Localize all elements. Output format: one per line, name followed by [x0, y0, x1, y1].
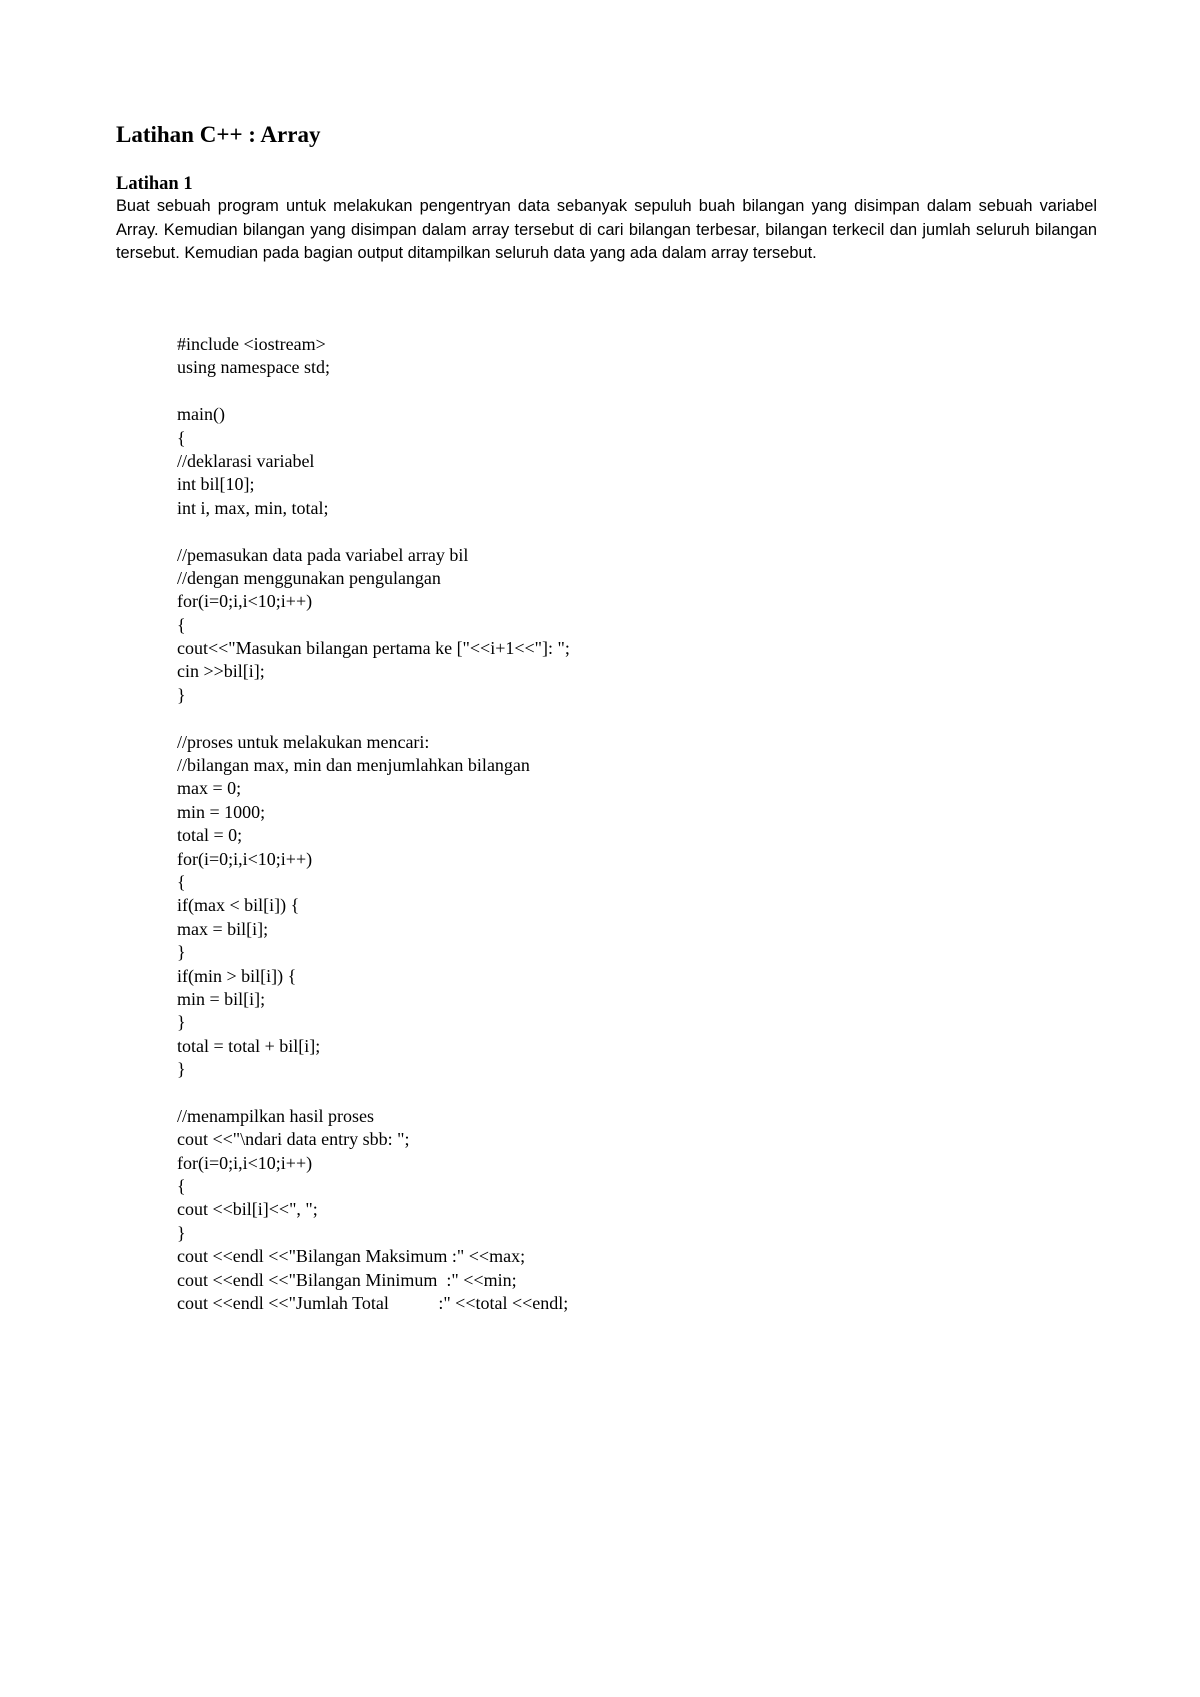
- section-heading: Latihan 1: [116, 174, 193, 194]
- code-line: cout<<"Masukan bilangan pertama ke ["<<i+1<<"]: ";: [177, 638, 570, 659]
- code-blank-line: [177, 520, 1077, 543]
- code-line: {: [177, 1176, 186, 1197]
- code-line: {: [177, 871, 186, 892]
- code-line: if(max < bil[i]) {: [177, 895, 300, 916]
- code-line: for(i=0;i,i<10;i++): [177, 591, 313, 612]
- code-line: main(): [177, 404, 225, 425]
- code-line: //dengan menggunakan pengulangan: [177, 567, 441, 588]
- code-line: //proses untuk melakukan mencari:: [177, 731, 430, 752]
- code-line: }: [177, 1059, 186, 1080]
- code-line: }: [177, 684, 186, 705]
- code-line: using namespace std;: [177, 357, 330, 378]
- code-blank-line: [177, 707, 1077, 730]
- code-line: }: [177, 1222, 186, 1243]
- code-line: int bil[10];: [177, 474, 255, 495]
- code-line: total = total + bil[i];: [177, 1035, 321, 1056]
- code-line: {: [177, 427, 186, 448]
- code-line: min = 1000;: [177, 801, 266, 822]
- code-line: max = bil[i];: [177, 918, 269, 939]
- code-line: cin >>bil[i];: [177, 661, 265, 682]
- code-line: min = bil[i];: [177, 988, 266, 1009]
- code-listing: [177, 333, 1077, 1315]
- code-blank-line: [177, 1082, 1077, 1105]
- code-line: //bilangan max, min dan menjumlahkan bilangan: [177, 755, 530, 776]
- code-line: total = 0;: [177, 825, 243, 846]
- code-line: //deklarasi variabel: [177, 450, 315, 471]
- code-line: }: [177, 942, 186, 963]
- exercise-description: Buat sebuah program untuk melakukan pengentryan data sebanyak sepuluh buah bilangan yang disimpan dalam sebuah variabel Array. Kemudian bilangan yang disimpan dalam array tersebut di cari bilangan terbesar, bilangan terkecil dan jumlah seluruh bilangan tersebut. Kemudian pada bagian output ditampilkan seluruh data yang ada dalam array tersebut.: [116, 197, 1097, 262]
- code-line: }: [177, 1012, 186, 1033]
- code-line: for(i=0;i,i<10;i++): [177, 848, 313, 869]
- code-line: if(min > bil[i]) {: [177, 965, 297, 986]
- document-title: Latihan C++ : Array: [116, 122, 321, 147]
- code-blank-line: [177, 380, 1077, 403]
- code-line: cout <<endl <<"Jumlah Total :" <<total <<endl;: [177, 1293, 569, 1314]
- code-line: cout <<bil[i]<<", ";: [177, 1199, 318, 1220]
- code-line: max = 0;: [177, 778, 242, 799]
- code-line: cout <<endl <<"Bilangan Maksimum :" <<max;: [177, 1246, 526, 1267]
- code-line: //pemasukan data pada variabel array bil: [177, 544, 469, 565]
- code-line: //menampilkan hasil proses: [177, 1105, 374, 1126]
- code-line: cout <<endl <<"Bilangan Minimum :" <<min;: [177, 1269, 517, 1290]
- code-line: int i, max, min, total;: [177, 497, 329, 518]
- code-line: {: [177, 614, 186, 635]
- code-line: #include <iostream>: [177, 334, 326, 354]
- code-line: for(i=0;i,i<10;i++): [177, 1152, 313, 1173]
- code-line: cout <<"\ndari data entry sbb: ";: [177, 1129, 410, 1150]
